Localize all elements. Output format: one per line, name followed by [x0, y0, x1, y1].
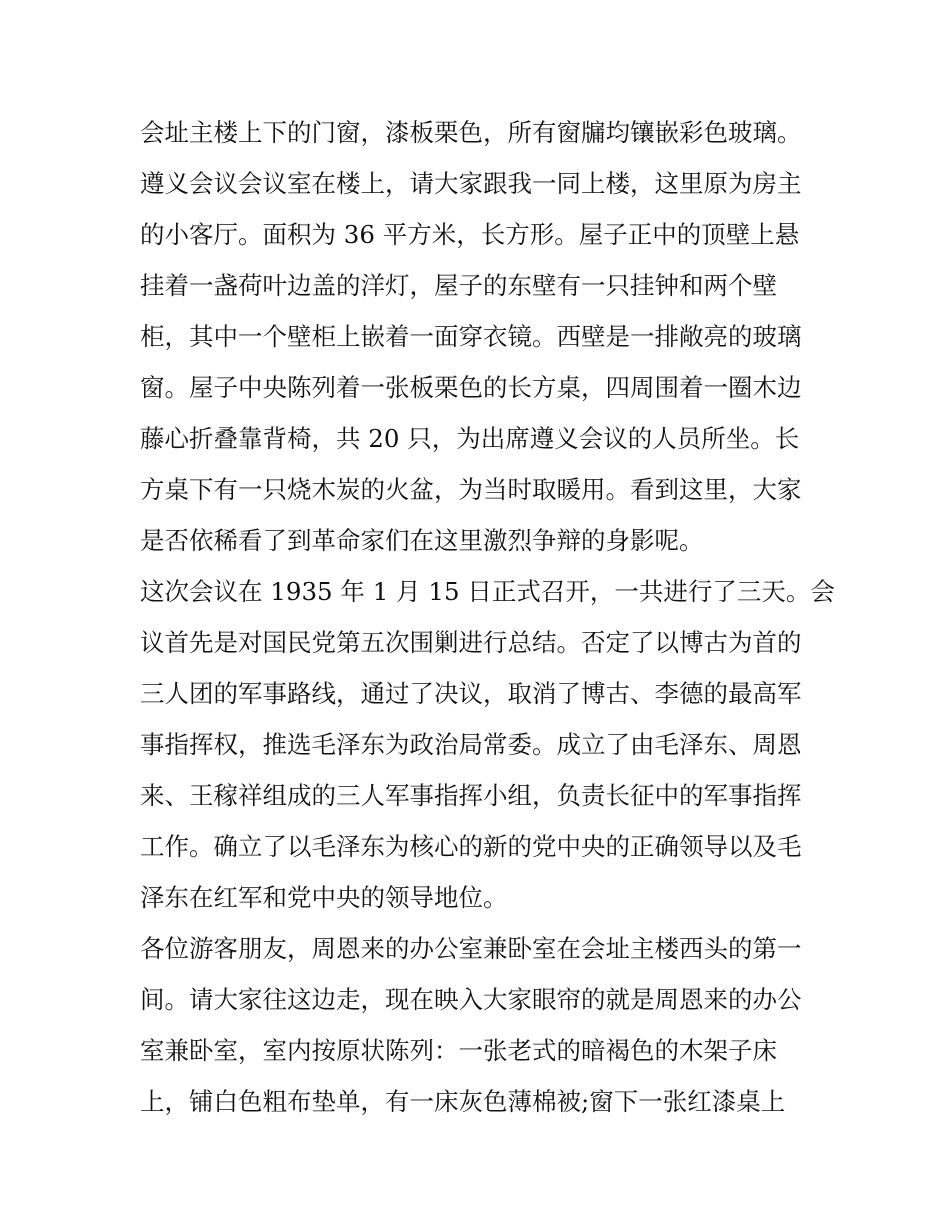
text-line: 泽东在红军和党中央的领导地位。 — [140, 883, 508, 912]
text-line: 议首先是对国民党第五次围剿进行总结。否定了以博古为首的 — [140, 628, 802, 657]
text-line: 方桌下有一只烧木炭的火盆，为当时取暖用。看到这里，大家 — [140, 475, 802, 504]
text-line: 柜，其中一个壁柜上嵌着一面穿衣镜。西壁是一排敞亮的玻璃 — [140, 322, 802, 351]
document-page — [140, 107, 835, 1127]
text-line: 上，铺白色粗布垫单，有一床灰色薄棉被;窗下一张红漆桌上 — [140, 1087, 786, 1116]
text-line: 是否依稀看了到革命家们在这里激烈争辩的身影呢。 — [140, 526, 704, 555]
text-line: 各位游客朋友，周恩来的办公室兼卧室在会址主楼西头的第一 — [140, 934, 802, 963]
text-line: 室兼卧室，室内按原状陈列：一张老式的暗褐色的木架子床 — [140, 1036, 777, 1065]
text-line: 会址主楼上下的门窗，漆板栗色，所有窗牖均镶嵌彩色玻璃。 — [140, 118, 802, 147]
text-line: 来、王稼祥组成的三人军事指挥小组，负责长征中的军事指挥 — [140, 781, 802, 810]
text-line: 间。请大家往这边走，现在映入大家眼帘的就是周恩来的办公 — [140, 985, 802, 1014]
text-line: 窗。屋子中央陈列着一张板栗色的长方桌，四周围着一圈木边 — [140, 373, 802, 402]
text-line: 工作。确立了以毛泽东为核心的新的党中央的正确领导以及毛 — [140, 832, 802, 861]
text-line: 藤心折叠靠背椅，共 20 只，为出席遵义会议的人员所坐。长 — [140, 424, 800, 453]
text-line: 挂着一盏荷叶边盖的洋灯，屋子的东壁有一只挂钟和两个壁 — [140, 271, 777, 300]
text-line: 事指挥权，推选毛泽东为政治局常委。成立了由毛泽东、周恩 — [140, 730, 802, 759]
text-line: 遵义会议会议室在楼上，请大家跟我一同上楼，这里原为房主 — [140, 169, 802, 198]
text-line: 三人团的军事路线，通过了决议，取消了博古、李德的最高军 — [140, 679, 802, 708]
text-line: 的小客厅。面积为 36 平方米，长方形。屋子正中的顶壁上悬 — [140, 220, 800, 249]
text-line: 这次会议在 1935 年 1 月 15 日正式召开，一共进行了三天。会 — [140, 577, 835, 606]
